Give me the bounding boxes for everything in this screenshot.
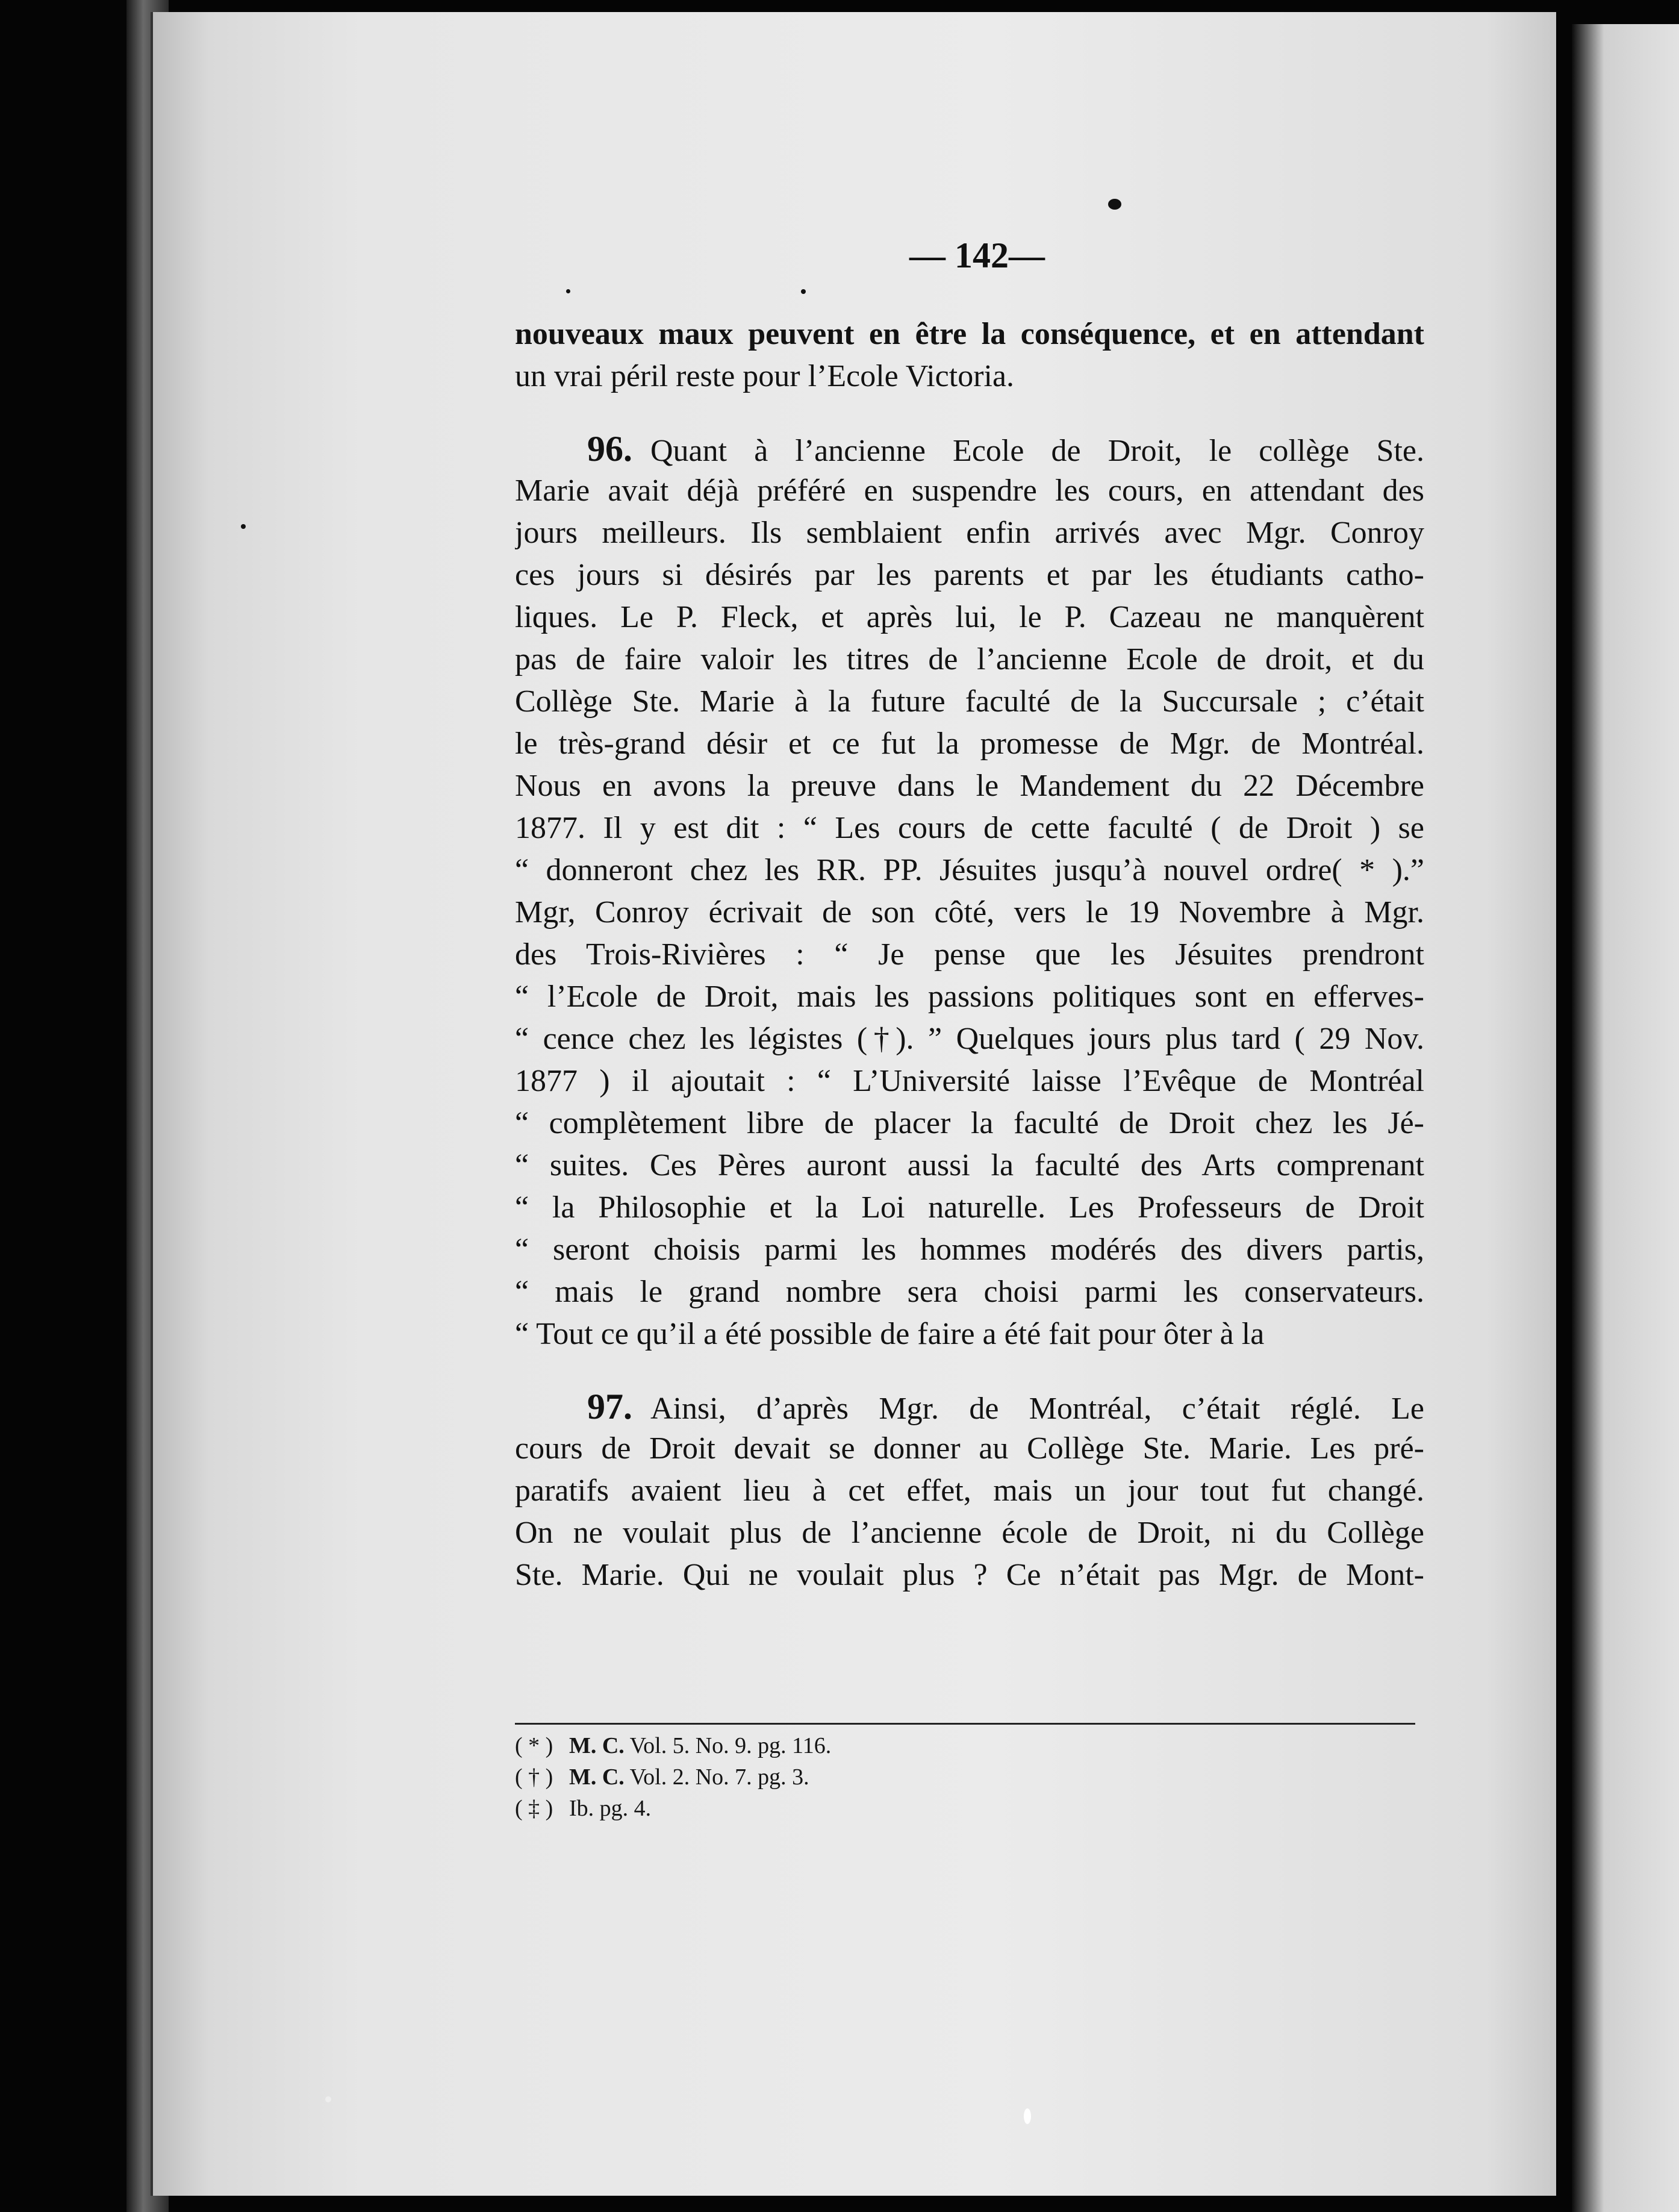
scan-speck [241, 524, 246, 529]
text-line: “ Tout ce qu’il a été possible de faire a été fait pour ôter à la [515, 1317, 1265, 1351]
text-line: Mgr, Conroy écrivait de son côté, vers le 19 Novembre à Mgr. [515, 895, 1424, 929]
footnote [515, 1793, 997, 1824]
paragraph-number: 97. [587, 1387, 632, 1426]
text-line: Quant à l’ancienne Ecole de Droit, le collège Ste. [650, 434, 1424, 468]
text-line: “ suites. Ces Pères auront aussi la faculté des Arts comprenant [515, 1148, 1424, 1183]
footnote [515, 1730, 997, 1761]
text-line: “ mais le grand nombre sera choisi parmi les conservateurs. [515, 1275, 1424, 1309]
footnote-mark: ( * ) [515, 1733, 553, 1758]
paragraph-number: 96. [587, 429, 632, 469]
text-line: nouveaux maux peuvent en être la conséquence, et en attendant [515, 317, 1424, 351]
paragraph-97 [515, 1386, 1424, 1596]
paragraph-first-line [515, 1386, 1424, 1428]
text-line: “ complètement libre de placer la faculté de Droit chez les Jé- [515, 1106, 1424, 1140]
text-line: paratifs avaient lieu à cet effet, mais un jour tout fut changé. [515, 1473, 1424, 1508]
page-body [515, 313, 1424, 1596]
text-line: On ne voulait plus de l’ancienne école de Droit, ni du Collège [515, 1516, 1424, 1550]
text-line: Ste. Marie. Qui ne voulait plus ? Ce n’était pas Mgr. de Mont- [515, 1558, 1424, 1592]
carryover-text [515, 313, 1424, 398]
text-line: Ainsi, d’après Mgr. de Montréal, c’était réglé. Le [650, 1392, 1424, 1426]
text-line: un vrai péril reste pour l’Ecole Victoria. [515, 359, 1015, 393]
footnote-mark: ( ‡ ) [515, 1796, 553, 1821]
footnote-mark: ( † ) [515, 1764, 553, 1790]
text-line: cours de Droit devait se donner au Collège Ste. Marie. Les pré- [515, 1431, 1424, 1466]
text-line: “ la Philosophie et la Loi naturelle. Les Professeurs de Droit [515, 1190, 1424, 1225]
footnote-text: Vol. 2. No. 7. pg. 3. [629, 1764, 809, 1790]
text-line: Collège Ste. Marie à la future faculté de la Succursale ; c’était [515, 684, 1424, 719]
footnote-text: Vol. 5. No. 9. pg. 116. [629, 1733, 832, 1758]
paragraph-96 [515, 428, 1424, 1355]
text-line: 1877. Il y est dit : “ Les cours de cette faculté ( de Droit ) se [515, 811, 1424, 845]
footnote-rule [515, 1723, 1415, 1725]
footnotes [515, 1730, 997, 1824]
text-line: “ cence chez les légistes (†). ” Quelques jours plus tard ( 29 Nov. [515, 1022, 1424, 1056]
text-line: le très-grand désir et ce fut la promesse de Mgr. de Montréal. [515, 726, 1424, 761]
scan-speck [801, 289, 806, 294]
text-line: “ l’Ecole de Droit, mais les passions politiques sont en efferves- [515, 979, 1424, 1014]
scan-speck [325, 2096, 331, 2102]
scan-speck [1108, 199, 1121, 210]
text-line: “ seront choisis parmi les hommes modérés des divers partis, [515, 1233, 1424, 1267]
text-line: 1877 ) il ajoutait : “ L’Université laisse l’Evêque de Montréal [515, 1064, 1424, 1098]
text-line: des Trois-Rivières : “ Je pense que les Jésuites prendront [515, 937, 1424, 972]
text-line: liques. Le P. Fleck, et après lui, le P. Cazeau ne manquèrent [515, 600, 1424, 634]
footnote [515, 1761, 997, 1793]
footnote-ref: M. C. [569, 1764, 625, 1790]
text-line: ces jours si désirés par les parents et par les étudiants catho- [515, 558, 1424, 592]
text-line: jours meilleurs. Ils semblaient enfin arrivés avec Mgr. Conroy [515, 516, 1424, 550]
footnote-text: Ib. pg. 4. [569, 1796, 652, 1821]
paragraph-first-line [515, 428, 1424, 470]
scan-speck [1024, 2108, 1031, 2124]
facing-page-edge [1572, 24, 1679, 2212]
page-number: — 142— [909, 236, 1045, 275]
text-line: pas de faire valoir les titres de l’ancienne Ecole de droit, et du [515, 642, 1424, 676]
text-line: Nous en avons la preuve dans le Mandement du 22 Décembre [515, 769, 1424, 803]
text-line: Marie avait déjà préféré en suspendre les cours, en attendant des [515, 473, 1424, 508]
footnote-ref: M. C. [569, 1733, 625, 1758]
text-line: “ donneront chez les RR. PP. Jésuites jusqu’à nouvel ordre( * ).” [515, 853, 1424, 887]
scan-speck [566, 289, 570, 293]
